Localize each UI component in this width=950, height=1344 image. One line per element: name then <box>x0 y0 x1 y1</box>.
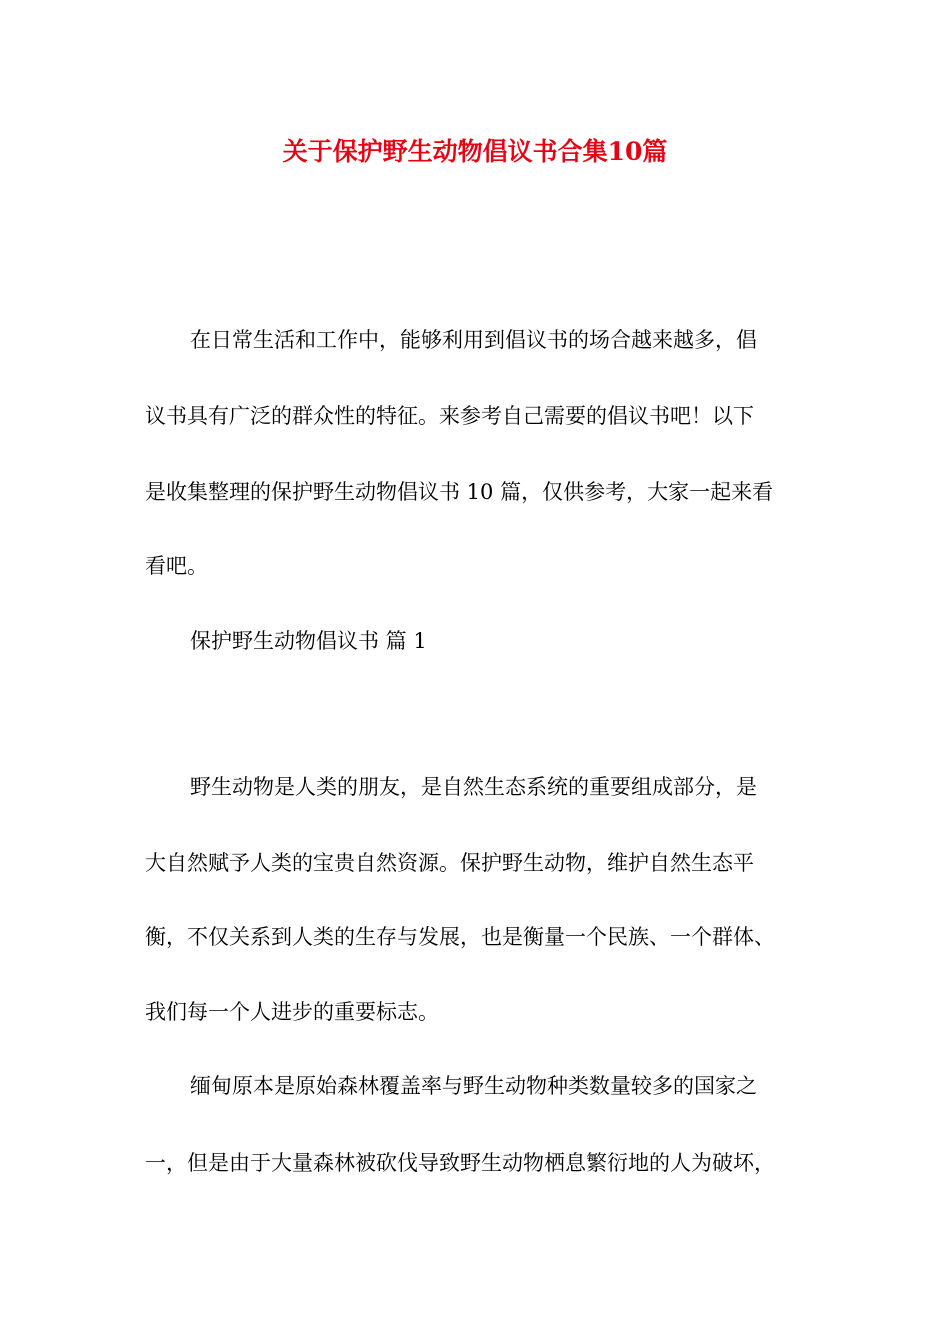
section-heading: 保护野生动物倡议书 篇 1 <box>190 629 427 653</box>
paragraph-1-line-4: 我们每一个人进步的重要标志。 <box>145 1000 439 1024</box>
intro-line-2: 议书具有广泛的群众性的特征。来参考自己需要的倡议书吧！以下 <box>145 404 754 428</box>
intro-line-4: 看吧。 <box>145 554 208 578</box>
paragraph-1-line-3: 衡，不仅关系到人类的生存与发展，也是衡量一个民族、一个群体、 <box>145 925 775 949</box>
paragraph-1-line-2: 大自然赋予人类的宝贵自然资源。保护野生动物，维护自然生态平 <box>145 851 754 875</box>
paragraph-2-line-2: 一，但是由于大量森林被砍伐导致野生动物栖息繁衍地的人为破坏， <box>145 1151 775 1175</box>
document-title: 关于保护野生动物倡议书合集10篇 <box>282 137 668 166</box>
paragraph-1-line-1: 野生动物是人类的朋友，是自然生态系统的重要组成部分，是 <box>190 775 757 799</box>
paragraph-2-line-1: 缅甸原本是原始森林覆盖率与野生动物种类数量较多的国家之 <box>190 1074 757 1098</box>
intro-line-3: 是收集整理的保护野生动物倡议书 10 篇，仅供参考，大家一起来看 <box>145 480 774 504</box>
intro-line-1: 在日常生活和工作中，能够利用到倡议书的场合越来越多，倡 <box>190 328 757 352</box>
